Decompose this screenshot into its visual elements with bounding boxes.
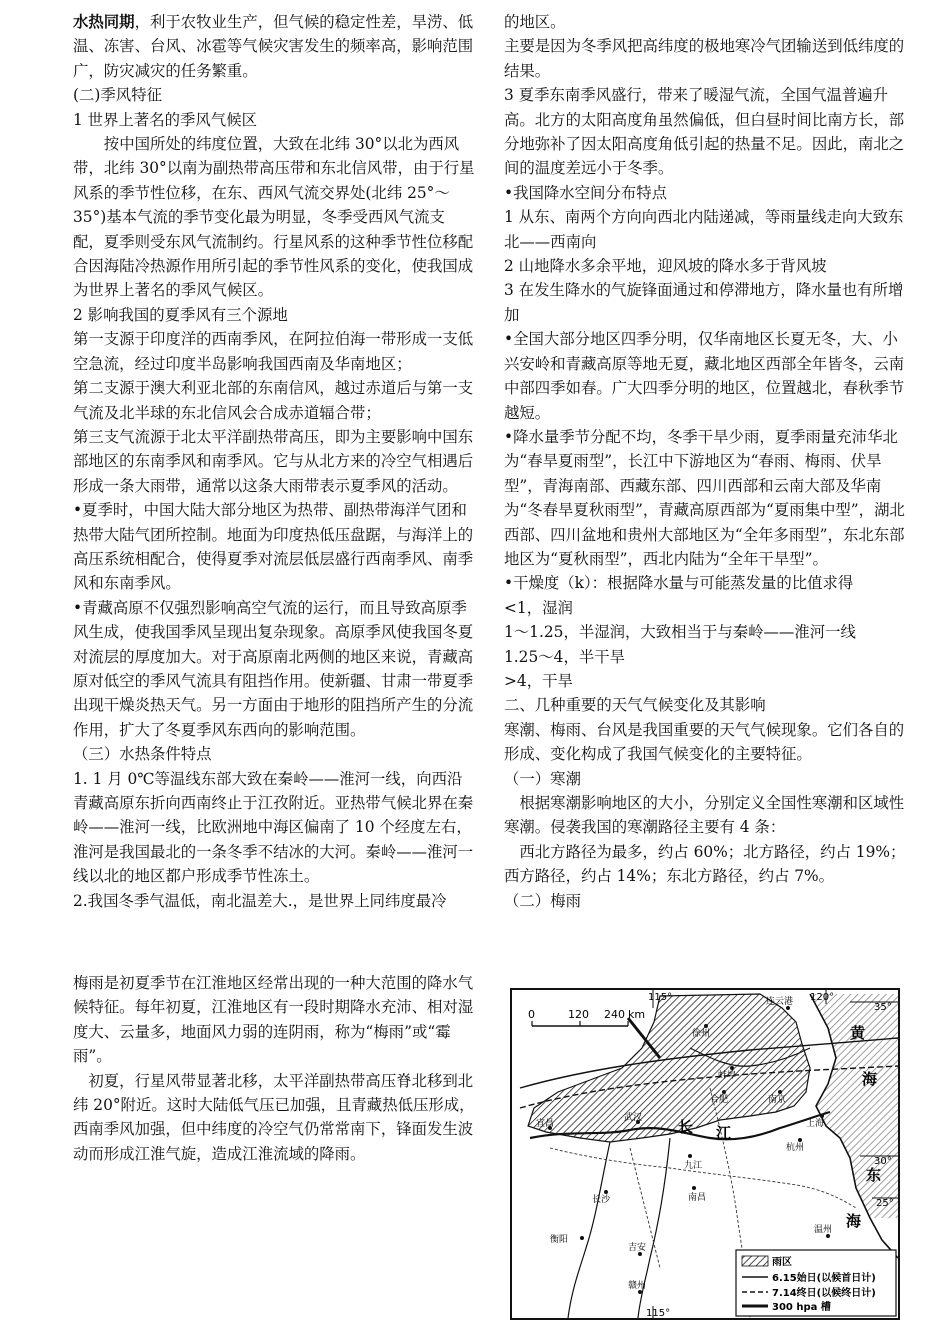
city-label: 蚌埠: [718, 1071, 737, 1081]
heading-section-2: 二、几种重要的天气气候变化及其影响: [504, 696, 766, 715]
right-column: [504, 10, 906, 913]
legend-start: 6.15始日(以候首日计): [772, 1273, 876, 1284]
left-column: [73, 10, 475, 1166]
heading-cold-wave: （一）寒潮: [504, 769, 581, 788]
city-label: 徐州: [692, 1029, 711, 1039]
aridity-level-4: >4，干旱: [504, 671, 573, 690]
scale-0: 0: [528, 1008, 535, 1021]
lon-115-bottom: 115°: [646, 1308, 671, 1319]
city-label: 九江: [684, 1161, 703, 1171]
paragraph-precip-1: 1 从东、南两个方向向西北内陆递减，等雨量线走向大致东北——西南向: [504, 208, 904, 251]
aridity-level-3: 1.25～4，半干旱: [504, 647, 626, 666]
city-label: 赣州: [628, 1281, 647, 1291]
city-label: 连云港: [766, 997, 794, 1007]
paragraph-summer-3: 3 夏季东南季风盛行，带来了暖湿气流，全国气温普遍升高。北方的太阳高度角虽然偏低，但白昼时间比南方长，部分地弥补了因太阳高度角低引起的热量不足。因此，南北之间的温度差远小于冬季。: [504, 86, 905, 178]
label-chang: 长: [678, 1118, 694, 1136]
legend-end: 7.14终日(以候终日计): [772, 1288, 876, 1299]
heading-monsoon: (二)季风特征: [73, 86, 162, 105]
paragraph-text: ，利于农牧业生产，但气候的稳定性差，旱涝、低温、冻害、台风、冰雹等气候灾害发生的频率高，影响范围广，防灾减灾的任务繁重。: [73, 13, 474, 80]
paragraph-cold-2: 西北方路径为最多，约占 60%；北方路径，约占 19%；西方路径，约占 14%；东北方路径，约占 7%。: [504, 842, 906, 886]
paragraph-precip-2: 2 山地降水多余平地，迎风坡的降水多于背风坡: [504, 257, 827, 276]
city-label: 衡阳: [550, 1235, 569, 1245]
map-legend: [736, 1250, 896, 1316]
scale-120: 120: [568, 1008, 589, 1021]
city-label: 长沙: [592, 1195, 611, 1205]
city-label: 南昌: [688, 1193, 707, 1203]
paragraph-cold-1: 根据寒潮影响地区的大小，分别定义全国性寒潮和区域性寒潮。侵袭我国的寒潮路径主要有 4 条：: [504, 794, 905, 837]
paragraph-winter-cold: 2.我国冬季气温低，南北温差大.，是世界上同纬度最冷: [73, 891, 447, 910]
label-huang: 黄: [850, 1024, 866, 1042]
city-label: 温州: [814, 1225, 833, 1235]
legend-rain: 雨区: [772, 1257, 792, 1268]
paragraph-source-1: 第一支源于印度洋的西南季风，在阿拉伯海一带形成一支低空急流，经过印度半岛影响我国西南及华南地区；: [73, 330, 474, 373]
heading-water-heat: （三）水热条件特点: [73, 745, 212, 764]
city-label: 武汉: [624, 1113, 643, 1123]
label-hai-1: 海: [862, 1070, 878, 1088]
paragraph-reason: 主要是因为冬季风把高纬度的极地寒冷气团输送到低纬度的结果。: [504, 37, 905, 80]
paragraph-plateau: •青藏高原不仅强烈影响高空气流的运行，而且导致高原季风生成，使我国季风呈现出复杂现象。高原季风使我国冬夏对流层的厚度加大。对于高原南北两侧的地区来说，青藏高原对低空的季风气流具有阻挡作用。使新疆、甘肃一带夏季出现干燥炎热天气。另一方面由于地形的阻挡所产生的分流作用，扩大了冬夏季风东西向的影响范围。: [73, 598, 474, 739]
city-label: 宜昌: [536, 1119, 555, 1129]
paragraph-precip-3: 3 在发生降水的气旋锋面通过和停滞地方，降水量也有所增加: [504, 281, 904, 324]
paragraph-source-2: 第二支源于澳大利亚北部的东南信风，越过赤道后与第一支气流及北半球的东北信风会合成赤道辐合带；: [73, 379, 474, 422]
lat-35: 35°: [874, 1002, 892, 1013]
scale-unit: km: [628, 1008, 646, 1021]
lon-120-top: 120°: [810, 992, 835, 1003]
paragraph-continued: 的地区。: [504, 13, 566, 31]
paragraph-intro-2: 寒潮、梅雨、台风是我国重要的天气气候现象。它们各自的形成、变化构成了我国气候变化的主要特征。: [504, 720, 905, 764]
paragraph-water-heat: [73, 10, 475, 83]
legend-trough: 300 hpa 槽: [772, 1302, 831, 1313]
aridity-level-1: <1，湿润: [504, 598, 573, 617]
paragraph-seasons: •全国大部分地区四季分明，仅华南地区长夏无冬，大、小兴安岭和青藏高原等地无夏，藏北地区西部全年皆冬，云南中部四季如春。广大四季分明的地区，位置越北，春秋季节越短。: [504, 330, 905, 422]
label-hai-2: 海: [846, 1212, 862, 1230]
lon-115-top: 115°: [648, 992, 673, 1003]
heading-monsoon-1: 1 世界上著名的季风气候区: [73, 110, 257, 129]
label-dong: 东: [866, 1166, 882, 1184]
city-label: 合肥: [710, 1095, 729, 1105]
lat-30: 30°: [874, 1156, 892, 1167]
meiyu-map: [510, 988, 900, 1320]
lat-25: 25°: [876, 1198, 894, 1209]
label-jiang: 江: [716, 1124, 732, 1142]
paragraph-summer: •夏季时，中国大陆大部分地区为热带、副热带海洋气团和热带大陆气团所控制。地面为印度热低压盘踞，与海洋上的高压系统相配合，使得夏季对流层低层盛行西南季风、南季风和东南季风。: [73, 501, 474, 593]
paragraph-aridity: •干燥度（k）：根据降水量与可能蒸发量的比值求得: [504, 574, 854, 593]
bold-lead: 水热同期: [73, 13, 135, 31]
city-label: 吉安: [628, 1243, 647, 1253]
paragraph-meiyu-1: 梅雨是初夏季节在江淮地区经常出现的一种大范围的降水气候特征。每年初夏，江淮地区有一段时期降水充沛、相对湿度大、云量多，地面风力弱的连阴雨，称为“梅雨”或“霉雨”。: [73, 974, 474, 1066]
heading-precipitation: •我国降水空间分布特点: [504, 183, 667, 202]
heading-meiyu: （二）梅雨: [504, 891, 581, 910]
paragraph-jan-isotherm: 1. 1 月 0℃等温线东部大致在秦岭——淮河一线，向西沿青藏高原东折向西南终止于江孜附近。亚热带气候北界在秦岭——淮河一线，比欧洲地中海区偏南了 10 个经度左右，淮河是我国最北的一条冬季不结冰的大河。秦岭——淮河一线以北的地区都户形成季节性冻土。: [73, 769, 474, 886]
paragraph-monsoon-zone: 按中国所处的纬度位置，大致在北纬 30°以北为西风带，北纬 30°以南为副热带高压带和东北信风带，由于行星风系的季节性位移，在东、西风气流交界处(北纬 25°～35°)基本气流的季节变化最为明显，冬季受西风气流支配，夏季则受东风气流制约。行星风系的这种季节性位移配合因海陆冷热源作用所引起的季节性风系的变化，使我国成为世界上著名的季风气候区。: [73, 135, 475, 300]
aridity-level-2: 1～1.25，半湿润，大致相当于与秦岭——淮河一线: [504, 623, 856, 642]
paragraph-source-3: 第三支气流源于北太平洋副热带高压，即为主要影响中国东部地区的东南季风和南季风。它与从北方来的冷空气相遇后形成一条大雨带，通常以这条大雨带表示夏季风的活动。: [73, 427, 474, 495]
city-label: 南京: [768, 1095, 787, 1105]
city-label: 上海: [806, 1119, 825, 1129]
blank-gap: [73, 913, 475, 971]
paragraph-meiyu-2: 初夏，行星风带显著北移，太平洋副热带高压脊北移到北纬 20°附近。这时大陆低气压已加强，且青藏热低压形成，西南季风加强，但中纬度的冷空气仍常常南下，锋面发生波动而形成江淮气旋，造成江淮流域的降雨。: [73, 1071, 475, 1163]
paragraph-rain-season: •降水量季节分配不均，冬季干旱少雨，夏季雨量充沛华北为“春旱夏雨型”，长江中下游地区为“春雨、梅雨、伏旱型”，青海南部、西藏东部、四川西部和云南大部及华南为“冬春旱夏秋雨型”，青藏高原西部为“夏雨集中型”，湖北西部、四川盆地和贵州大部地区为“全年多雨型”，东北东部地区为“夏秋雨型”，西北内陆为“全年干旱型”。: [504, 427, 905, 568]
heading-monsoon-2: 2 影响我国的夏季风有三个源地: [73, 305, 288, 324]
scale-240: 240: [604, 1008, 625, 1021]
city-label: 杭州: [786, 1143, 805, 1153]
